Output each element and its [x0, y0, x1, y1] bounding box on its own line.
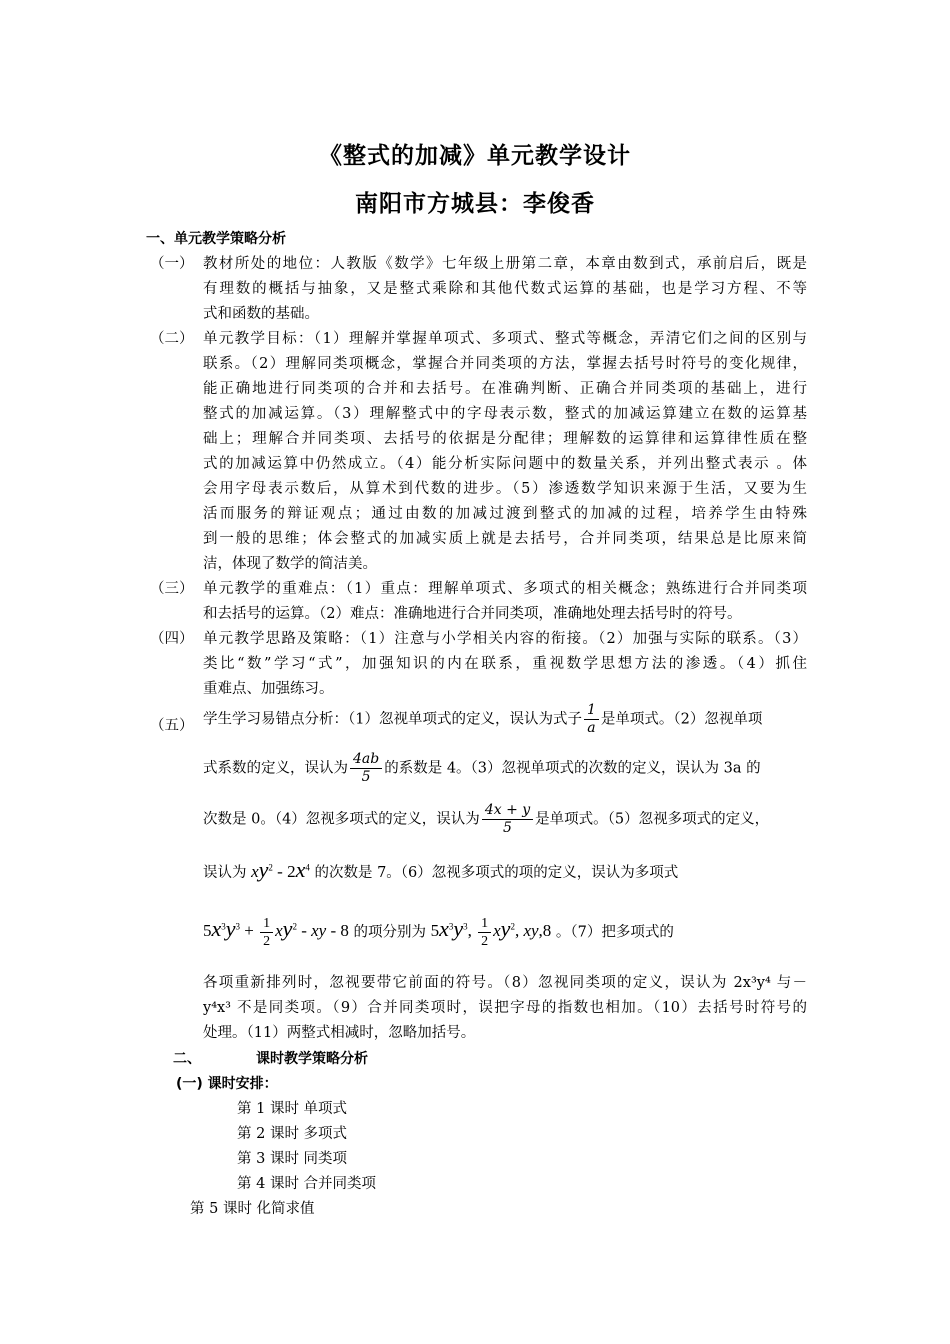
- section-2-number: 二、: [173, 1051, 201, 1067]
- fraction-denominator: 5: [503, 820, 512, 836]
- item-5-math-line-1: [203, 702, 807, 737]
- lesson-item: 第 2 课时 多项式: [237, 1126, 348, 1142]
- item-5-text: 式系数的定义，误认为: [203, 760, 348, 777]
- item-3-line: 单元教学的重难点：（1）重点：理解单项式、多项式的相关概念；熟练进行合并同类项: [203, 581, 807, 597]
- item-3-line: 和去括号的运算。（2）难点：准确地进行合并同类项，准确地处理去括号时的符号。: [203, 606, 742, 622]
- item-4-line: 单元教学思路及策略：（1）注意与小学相关内容的衔接。（2）加强与实际的联系。（3）: [203, 631, 807, 647]
- item-2-line: 联系。（2）理解同类项概念，掌握合并同类项的方法，掌握去括号时符号的变化规律，: [203, 356, 807, 372]
- document-author: 南阳市方城县：李俊香: [355, 191, 595, 217]
- item-2-line: 单元教学目标：（1）理解并掌握单项式、多项式、整式等概念，弄清它们之间的区别与: [203, 331, 807, 347]
- item-1-line: 有理数的概括与抽象，又是整式乘除和其他代数式运算的基础，也是学习方程、不等: [203, 281, 807, 297]
- fraction-4ab-over-5: [350, 751, 382, 786]
- item-5-math-line-2: [203, 751, 807, 786]
- item-4-line: 重难点、加强练习。: [203, 681, 334, 697]
- schedule-subheading: (一) 课时安排：: [176, 1076, 278, 1092]
- item-2-line: 会用字母表示数后，从算术到代数的进步。（5）渗透数学知识来源于生活，又要为生: [203, 481, 807, 497]
- item-5-line: y⁴x³ 不是同类项。（9）合并同类项时，误把字母的指数也相加。（10）去括号时符号的: [203, 1000, 807, 1016]
- item-5-text: 次数是 0。（4）忽视多项式的定义，误认为: [203, 811, 480, 828]
- polynomial-expression: $5x^3y^3$ + $\frac{1}{2}$ $xy^2$ - xy - 8: [203, 916, 349, 949]
- item-2-line: 到一般的思维；体会整式的加减实质上就是去括号，合并同类项，结果总是比原来简: [203, 531, 807, 547]
- item-5-number: （五）: [150, 718, 194, 734]
- item-2-line: 础上；理解合并同类项、去括号的依据是分配律；理解数的运算律和运算律性质在整: [203, 431, 807, 447]
- item-5-math-line-5: [203, 915, 807, 950]
- section-1-heading: 一、单元教学策略分析: [146, 231, 286, 247]
- section-2-heading: [173, 1048, 368, 1068]
- lesson-item: 第 4 课时 合并同类项: [237, 1176, 377, 1192]
- item-5-line: 各项重新排列时，忽视要带它前面的符号。（8）忽视同类项的定义，误认为 2x³y⁴ 与－: [203, 975, 807, 991]
- item-4-line: 类比“数”学习“式”，加强知识的内在联系，重视数学思想方法的渗透。（4）抓住: [203, 656, 807, 672]
- fraction-4x-plus-y-over-5: [482, 802, 533, 837]
- fraction-denominator: a: [587, 720, 596, 736]
- item-3-number: （三）: [150, 581, 194, 597]
- item-5-math-line-4: [203, 857, 807, 883]
- item-1-line: 教材所处的地位：人教版《数学》七年级上册第二章，本章由数到式，承前启后，既是: [203, 256, 807, 272]
- item-5-text: 。（7）把多项式的: [555, 924, 674, 941]
- fraction-1-over-a: [584, 702, 599, 737]
- item-5-math-line-3: [203, 802, 807, 837]
- lesson-item: 第 3 课时 同类项: [237, 1151, 348, 1167]
- document-title: 《整式的加减》单元教学设计: [319, 143, 631, 169]
- item-4-number: （四）: [150, 631, 194, 647]
- item-2-line: 活而服务的辩证观点；通过由数的加减过渡到整式的加减的过程，培养学生由特殊: [203, 506, 807, 522]
- item-2-line: 式的加减运算中仍然成立。（4）能分析实际问题中的数量关系，并列出整式表示 。体: [203, 456, 807, 472]
- lesson-item: 第 1 课时 单项式: [237, 1101, 348, 1117]
- item-2-number: （二）: [150, 331, 194, 347]
- item-5-text: 是单项式。（2）忽视单项: [600, 711, 763, 728]
- expression-xy2-minus-2x4: $xy^2 - 2x^4$: [251, 857, 310, 882]
- fraction-numerator: 1: [584, 702, 599, 720]
- item-5-text: 的项分别为: [353, 924, 426, 941]
- fraction-denominator: 5: [361, 769, 371, 785]
- fraction-numerator: 4x + y: [482, 802, 533, 820]
- item-5-text: 误认为: [203, 865, 247, 881]
- lesson-item: 第 5 课时 化简求值: [190, 1201, 315, 1217]
- polynomial-terms-list: $5x^3y^3$, $\frac{1}{2}$ $xy^2$, xy,8: [430, 916, 552, 949]
- item-5-text: 的系数是 4。（3）忽视单项式的次数的定义，误认为 3a 的: [384, 760, 761, 777]
- section-2-title: 课时教学策略分析: [256, 1051, 368, 1067]
- item-2-line: 整式的加减运算。（3）理解整式中的字母表示数，整式的加减运算建立在数的运算基: [203, 406, 807, 422]
- item-2-line: 能正确地进行同类项的合并和去括号。在准确判断、正确合并同类项的基础上，进行: [203, 381, 807, 397]
- fraction-numerator: 4ab: [350, 751, 382, 769]
- item-5-text: 是单项式。（5）忽视多项式的定义，: [535, 811, 770, 828]
- item-5-text: 学生学习易错点分析：（1）忽视单项式的定义，误认为式子: [203, 711, 582, 728]
- item-5-line: 处理。（11）两整式相减时，忽略加括号。: [203, 1025, 476, 1041]
- item-5-text: 的次数是 7。（6）忽视多项式的项的定义，误认为多项式: [314, 865, 679, 881]
- item-1-number: （一）: [150, 256, 194, 272]
- item-1-line: 式和函数的基础。: [203, 306, 319, 322]
- item-2-line: 洁，体现了数学的简洁美。: [203, 556, 377, 572]
